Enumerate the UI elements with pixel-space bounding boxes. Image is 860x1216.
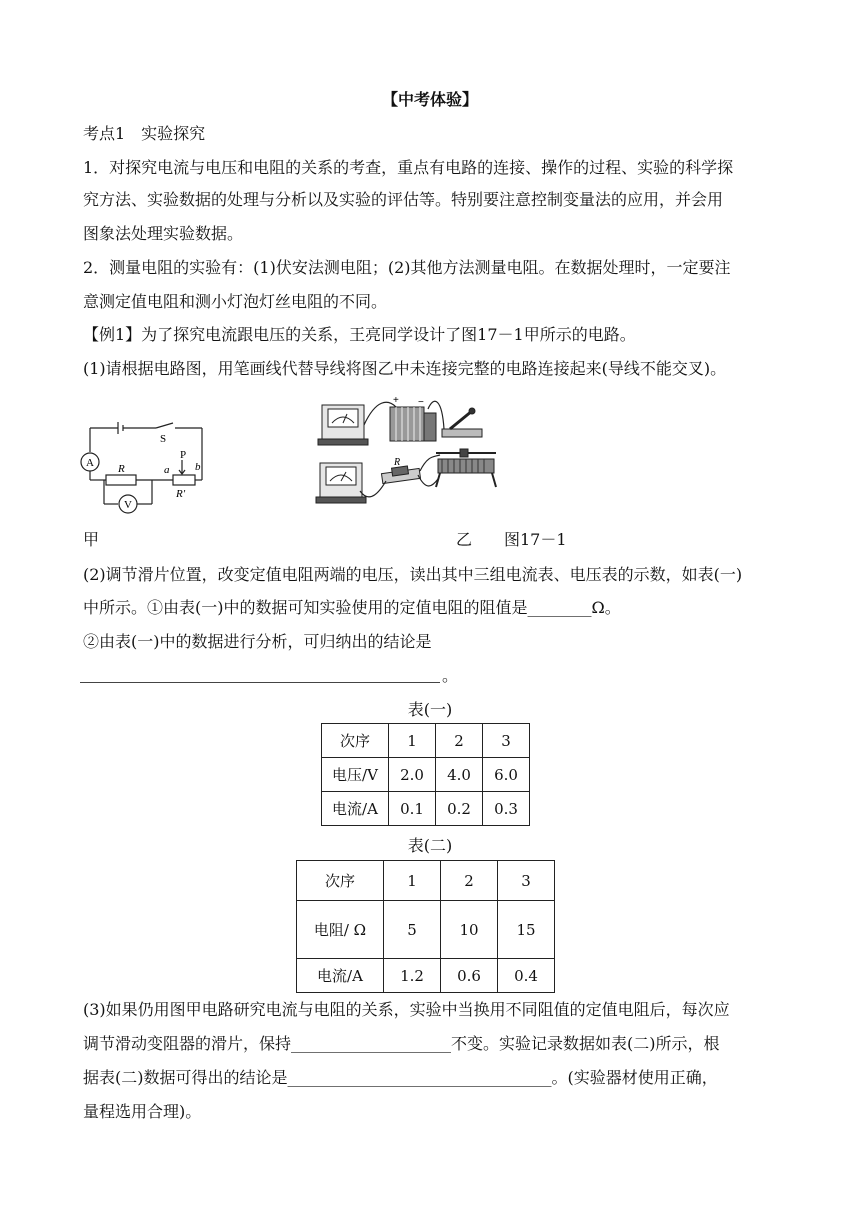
question-3-line-2: 调节滑动变阻器的滑片，保持____________________不变。实验记录数据如表(二)所示，根 — [83, 1034, 720, 1053]
question-3-line-3: 据表(二)数据可得出的结论是_________________________________。(实验器材使用正确， — [83, 1068, 718, 1087]
point-2-line-1: 2．测量电阻的实验有：(1)伏安法测电阻；(2)其他方法测量电阻。在数据处理时，一定要注 — [83, 258, 731, 277]
example-intro: 【例1】为了探究电流跟电压的关系，王亮同学设计了图17－1甲所示的电路。 — [83, 325, 636, 344]
ammeter-label: A — [86, 457, 94, 469]
table-cell: 1 — [384, 861, 441, 901]
end-a-label: a — [164, 464, 170, 476]
table-cell: 次序 — [322, 724, 389, 758]
switch-label: S — [160, 433, 167, 445]
table-1-caption: 表(一) — [407, 700, 453, 719]
table-row — [297, 861, 555, 901]
table-cell: 电压/V — [322, 758, 389, 792]
question-2-line-4-end: 。 — [442, 666, 459, 685]
question-3-line-4: 量程选用合理)。 — [83, 1102, 202, 1121]
table-row — [297, 901, 555, 959]
table-cell: 0.2 — [436, 792, 483, 826]
table-cell: 3 — [483, 724, 530, 758]
question-1: (1)请根据电路图，用笔画线代替导线将图乙中未连接完整的电路连接起来(导线不能交叉)。 — [83, 359, 727, 378]
table-cell: 2 — [441, 861, 498, 901]
rheostat-label: R′ — [176, 488, 186, 500]
table-row — [322, 792, 530, 826]
table-cell: 次序 — [297, 861, 384, 901]
section-title: 考点1 实验探究 — [83, 124, 206, 143]
table-cell: 10 — [441, 901, 498, 959]
answer-blank — [80, 682, 440, 683]
question-2-line-2: 中所示。①由表(一)中的数据可知实验使用的定值电阻的阻值是________Ω。 — [83, 598, 621, 617]
point-1-line-2: 究方法、实验数据的处理与分析以及实验的评估等。特别要注意控制变量法的应用，并会用 — [83, 190, 724, 209]
table-cell: 2.0 — [389, 758, 436, 792]
minus-terminal-label: − — [418, 397, 424, 408]
resistor-yi-label: R — [394, 457, 401, 468]
table-cell: 1.2 — [384, 959, 441, 993]
question-2-line-1: (2)调节滑片位置，改变定值电阻两端的电压，读出其中三组电流表、电压表的示数，如表(一) — [83, 565, 743, 584]
figure-label-yi: 乙 图17－1 — [456, 530, 567, 549]
voltmeter-label: V — [124, 499, 132, 511]
end-b-label: b — [195, 461, 201, 473]
table-2 — [296, 860, 555, 993]
question-2-line-3: ②由表(一)中的数据进行分析，可归纳出的结论是 — [83, 632, 432, 651]
point-2-line-2: 意测定值电阻和测小灯泡灯丝电阻的不同。 — [83, 292, 388, 311]
table-row — [322, 758, 530, 792]
point-1-line-1: 1．对探究电流与电压和电阻的关系的考查，重点有电路的连接、操作的过程、实验的科学探 — [83, 158, 734, 177]
table-cell: 5 — [384, 901, 441, 959]
table-cell: 电流/A — [322, 792, 389, 826]
question-3-line-1: (3)如果仍用图甲电路研究电流与电阻的关系，实验中当换用不同阻值的定值电阻后，每次应 — [83, 1000, 730, 1019]
table-row — [297, 959, 555, 993]
slider-label: P — [180, 449, 187, 461]
point-1-line-3: 图象法处理实验数据。 — [83, 224, 244, 243]
table-cell: 15 — [498, 901, 555, 959]
table-cell: 0.3 — [483, 792, 530, 826]
table-cell: 4.0 — [436, 758, 483, 792]
table-1 — [321, 723, 530, 826]
heading: 【中考体验】 — [381, 90, 478, 109]
table-cell: 1 — [389, 724, 436, 758]
plus-terminal-label: + — [393, 395, 399, 406]
table-cell: 3 — [498, 861, 555, 901]
table-cell: 0.4 — [498, 959, 555, 993]
table-cell: 电阻/ Ω — [297, 901, 384, 959]
table-cell: 电流/A — [297, 959, 384, 993]
table-cell: 6.0 — [483, 758, 530, 792]
table-2-caption: 表(二) — [407, 836, 453, 855]
figure-label-jia: 甲 — [83, 530, 100, 549]
table-cell: 2 — [436, 724, 483, 758]
circuit-diagram-jia — [78, 420, 208, 515]
resistor-label: R — [118, 463, 125, 475]
table-cell: 0.6 — [441, 959, 498, 993]
apparatus-drawing-yi — [310, 395, 510, 520]
table-cell: 0.1 — [389, 792, 436, 826]
table-row — [322, 724, 530, 758]
